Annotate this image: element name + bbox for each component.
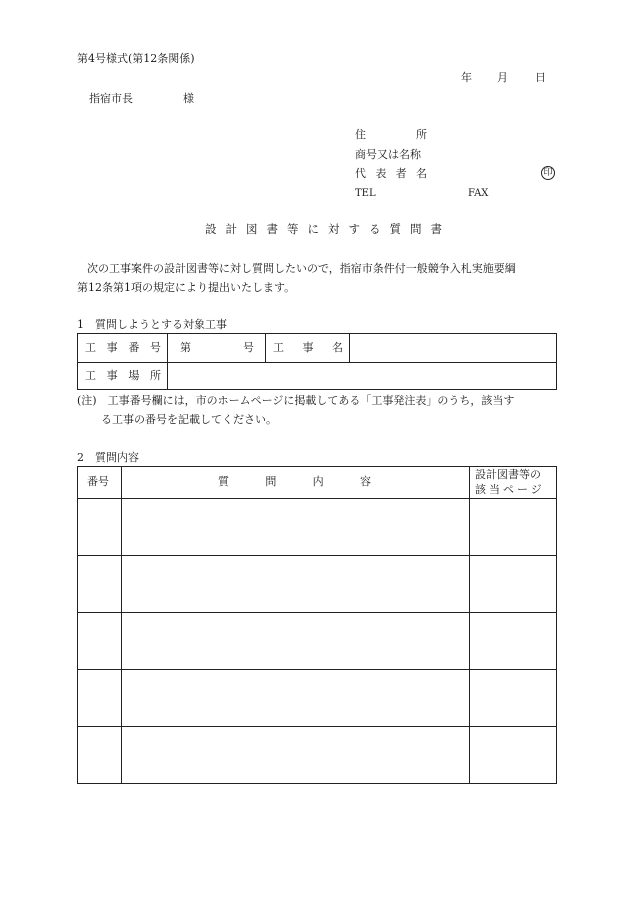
work-number-label: 工 事 番 号 [85,341,161,354]
note-line-1: (注) 工事番号欄には，市のホームページに掲載してある「工事発注表」のうち，該当す [77,394,515,407]
work-place-label: 工 事 場 所 [85,369,161,382]
address-label: 住 所 [355,128,427,141]
date-day-label: 日 [535,71,546,84]
tel-label: TEL [355,188,376,199]
seal-mark: 印 [541,166,555,180]
work-number-suffix: 号 [243,341,254,354]
col-header-page-line-1: 設計図書等の [475,468,541,481]
addressee: 指宿市長 [89,92,133,105]
col-header-number: 番号 [87,475,109,488]
section-2-heading: 2 質問内容 [77,451,139,464]
honorific: 様 [183,92,194,105]
work-name-label: 工 事 名 [273,341,343,354]
date-year-label: 年 [461,71,472,84]
body-text-line-1: 次の工事案件の設計図書等に対し質問したいので，指宿市条件付一般競争入札実施要綱 [87,262,516,275]
section-1-heading: 1 質問しようとする対象工事 [77,318,227,331]
company-name-label: 商号又は名称 [355,148,421,161]
document-title: 設計図書等に対する質問書 [205,222,451,236]
fax-label: FAX [468,188,489,199]
representative-label: 代 表 者 名 [355,167,427,180]
date-month-label: 月 [497,71,508,84]
form-number: 第4号様式(第12条関係) [77,52,195,65]
col-header-content: 質 問 内 容 [218,475,371,488]
body-text-line-2: 第12条第1項の規定により提出いたします。 [77,281,296,294]
note-line-2: る工事の番号を記載してください。 [101,413,277,426]
col-header-page-line-2: 該当ページ [475,483,545,496]
work-number-prefix: 第 [180,341,191,354]
